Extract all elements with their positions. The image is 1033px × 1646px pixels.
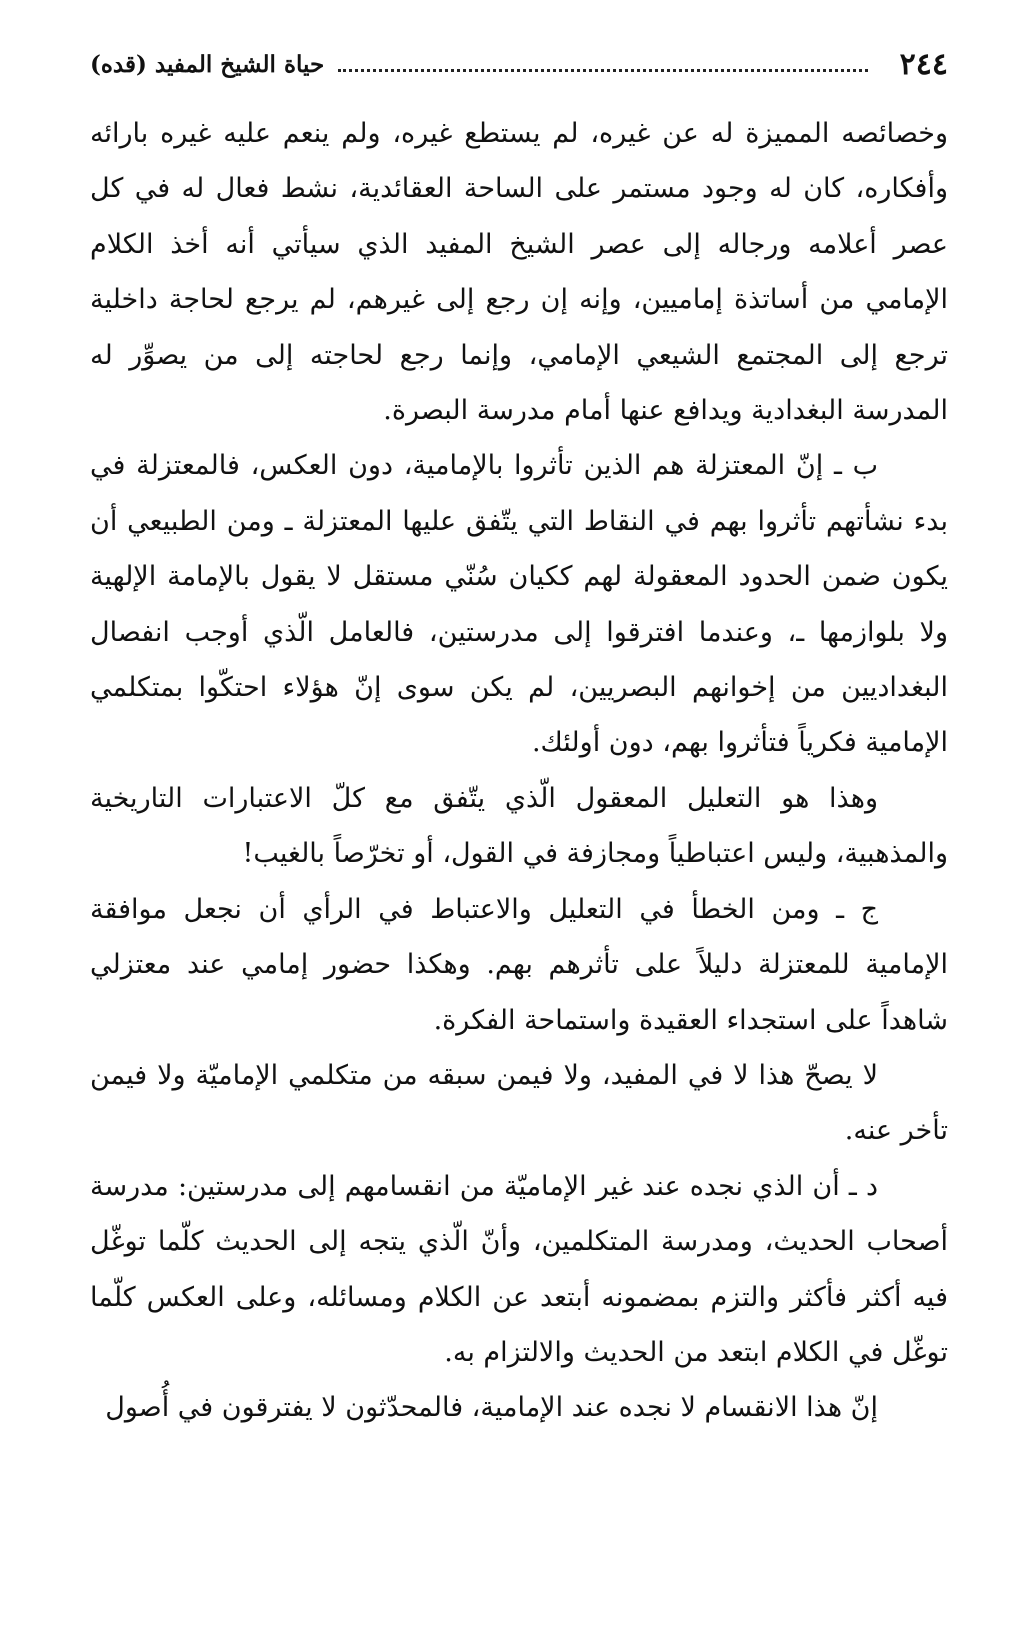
paragraph: وخصائصه المميزة له عن غيره، لم يستطع غيره، ولم ينعم عليه غيره بارائه وأفكاره، كان له وجود مستمر على الساحة العقائدية، نشط فعال له في كل عصر أعلامه ورجاله إلى عصر الشيخ المفيد الذي سيأتي أنه أخذ الكلام الإمامي من أساتذة إماميين، وإنه إن رجع إلى غيرهم، لم يرجع لحاجة داخلية ترجع إلى المجتمع الشيعي الإمامي، وإنما رجع لحاجته إلى من يصوِّر له المدرسة البغدادية ويدافع عنها أمام مدرسة البصرة. [90,118,948,427]
running-title: حياة الشيخ المفيد (قده) [90,50,325,78]
paragraph: د ـ أن الذي نجده عند غير الإماميّة من انقسامهم إلى مدرستين: مدرسة أصحاب الحديث، ومدرسة المتكلمين، وأنّ الّذي يتجه إلى الحديث كلّما توغّل فيه أكثر فأكثر والتزم بمضمونه أبتعد عن الكلام ومسائله، وعلى العكس كلّما توغّل في الكلام ابتعد من الحديث والالتزام به. [90,1170,948,1368]
paragraph: لا يصحّ هذا لا في المفيد، ولا فيمن سبقه من متكلمي الإماميّة ولا فيمن تأخر عنه. [90,1059,948,1147]
paragraph: ب ـ إنّ المعتزلة هم الذين تأثروا بالإمامية، دون العكس، فالمعتزلة في بدء نشأتهم تأثروا بهم في النقاط التي يتّفق عليها المعتزلة ـ ومن الطبيعي أن يكون ضمن الحدود المعقولة لهم ككيان سُنّي مستقل لا يقول بالإمامة الإلهية ولا بلوازمها ـ، وعندما افترقوا إلى مدرستين، فالعامل الّذي أوجب انفصال البغداديين من إخوانهم البصريين، لم يكن سوى إنّ هؤلاء احتكّوا بمتكلمي الإمامية فكرياً فتأثروا بهم، دون أولئك. [90,450,948,759]
page-number: ٢٤٤ [899,46,948,82]
paragraph: إنّ هذا الانقسام لا نجده عند الإمامية، فالمحدّثون لا يفترقون في أُصول [105,1392,878,1424]
page-header [90,44,948,84]
header-dot-leader [338,69,867,72]
paragraph: ج ـ ومن الخطأ في التعليل والاعتباط في الرأي أن نجعل موافقة الإمامية للمعتزلة دليلاً على تأثرهم بهم. وهكذا حضور إمامي عند معتزلي شاهداً على استجداء العقيدة واستماحة الفكرة. [90,893,948,1036]
paragraph: وهذا هو التعليل المعقول الّذي يتّفق مع كلّ الاعتبارات التاريخية والمذهبية، وليس اعتباطياً ومجازفة في القول، أو تخرّصاً بالغيب! [90,782,948,870]
body-text [90,106,948,1436]
